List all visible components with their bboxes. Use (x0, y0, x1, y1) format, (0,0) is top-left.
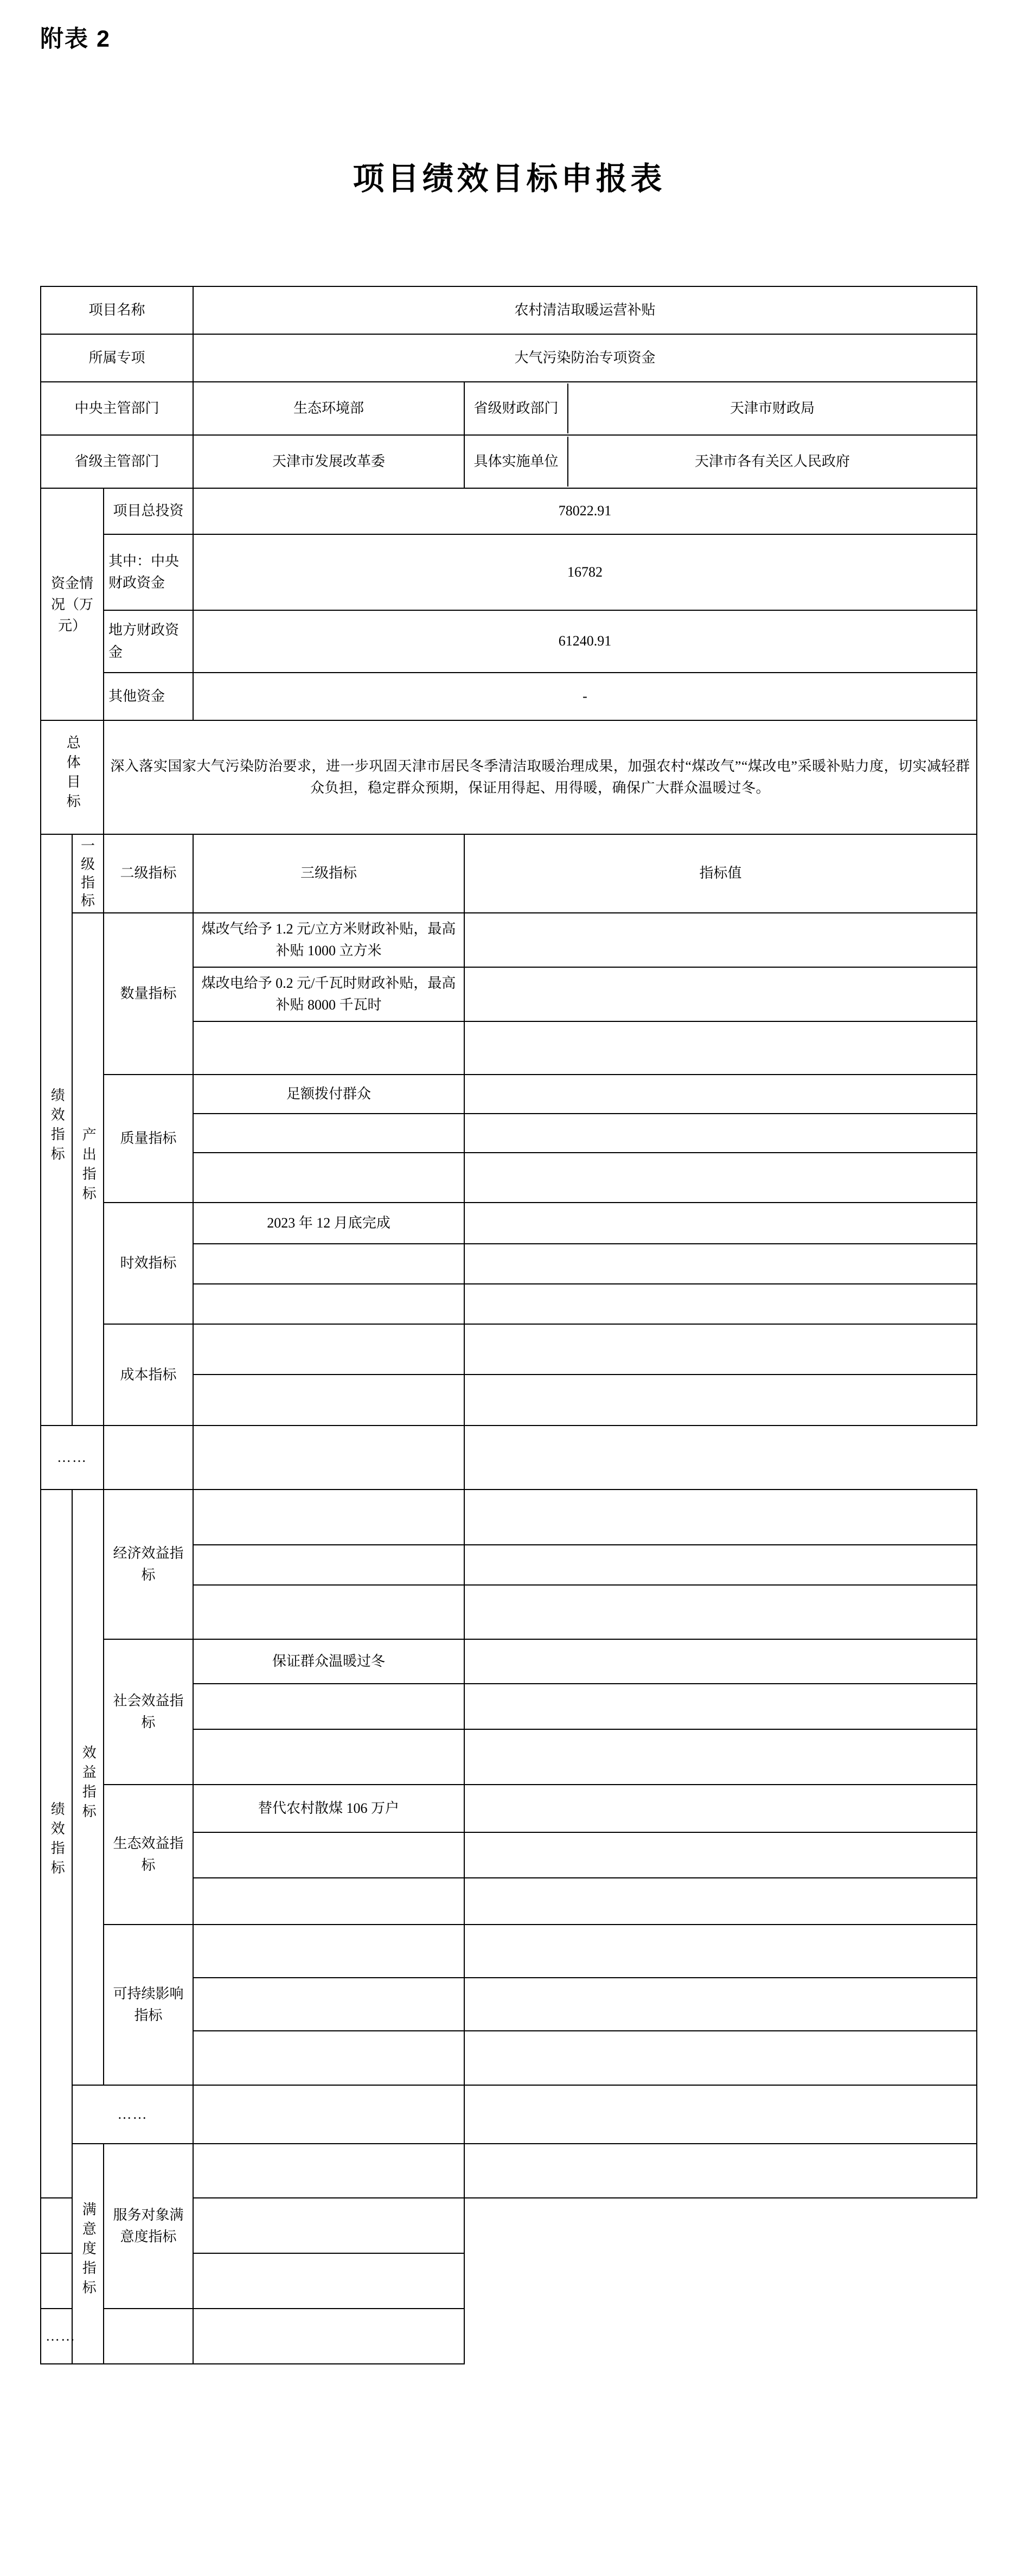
indicator-header-level3: 三级指标 (193, 834, 464, 913)
page-title: 项目绩效目标申报表 (353, 161, 665, 196)
benefit-group-label-0: 经济效益指标 (104, 1490, 193, 1639)
benefit-value-0-2 (464, 1585, 977, 1639)
output-value-0-2 (464, 1021, 977, 1075)
table-row-provincial-authority (41, 435, 977, 488)
output-level3-0-1: 煤改电给予 0.2 元/千瓦时财政补贴，最高补贴 8000 千瓦时 (193, 967, 464, 1021)
overall-goal-text: 深入落实国家大气污染防治要求，进一步巩固天津市居民冬季清洁取暖治理成果，加强农村“煤改气”“煤改电”采暖补贴力度，切实减轻群众负担，稳定群众预期，保证用得起、用得暖，确保广大群众温暖过冬。 (104, 720, 977, 834)
benefit-group-label-3: 可持续影响指标 (104, 1925, 193, 2085)
output-level3-2-2 (193, 1284, 464, 1324)
benefit-level3-2-0: 替代农村散煤 106 万户 (193, 1785, 464, 1832)
benefit-value-2-2 (464, 1878, 977, 1925)
table-row-output-cost-0 (41, 1324, 977, 1375)
funding-row-value-0: 78022.91 (193, 488, 977, 534)
performance-goal-form (40, 286, 977, 2364)
implementing-unit-group (464, 435, 977, 488)
table-row-funding-central (41, 534, 977, 610)
table-row-output-quantity-0 (41, 913, 977, 967)
output-group-label-2: 时效指标 (104, 1203, 193, 1324)
table-row-funding-local (41, 610, 977, 673)
benefit-value-3-0 (464, 1925, 977, 1978)
benefit-level3-2-1 (193, 1832, 464, 1878)
benefit-value-3-2 (464, 2031, 977, 2085)
table-row-special-program (41, 334, 977, 382)
output-level3-2-1 (193, 1244, 464, 1284)
table-row-output-timeliness-0 (41, 1203, 977, 1244)
satisfaction-level3-0-1 (41, 2198, 72, 2253)
table-row-indicator-header (41, 834, 977, 913)
output-level3-1-1 (193, 1114, 464, 1153)
satisfaction-value-0-2 (193, 2253, 464, 2309)
satisfaction-level3-0-2 (41, 2253, 72, 2309)
indicator-header-level1: 一级指标 (72, 834, 104, 913)
benefit-value-0-1 (464, 1545, 977, 1585)
output-level3-0-2 (193, 1021, 464, 1075)
benefit-group-label-2: 生态效益指标 (104, 1785, 193, 1925)
indicator-header-level2: 二级指标 (104, 834, 193, 913)
attachment-label: 附表 2 (40, 26, 111, 52)
table-row-satisfaction-0 (41, 2144, 977, 2198)
satisfaction-section-level1-label: 满意度指标 (72, 2144, 104, 2364)
benefit-level3-1-2 (193, 1729, 464, 1785)
satisfaction-value-0-1 (193, 2198, 464, 2253)
benefit-level3-0-1 (193, 1545, 464, 1585)
implementing-unit-label: 具体实施单位 (465, 437, 568, 487)
table-row-benefit-sustainable-0 (41, 1925, 977, 1978)
central-authority-right-group (464, 382, 977, 435)
provincial-finance-label: 省级财政部门 (465, 383, 568, 433)
benefit-group-label-1: 社会效益指标 (104, 1639, 193, 1785)
output-group-label-0: 数量指标 (104, 913, 193, 1075)
output-value-2-2 (464, 1284, 977, 1324)
output-ellipsis-level3 (104, 1426, 193, 1490)
table-row-project-name (41, 286, 977, 334)
benefit-section-level1-label: 效益指标 (72, 1490, 104, 2085)
special-program-value: 大气污染防治专项资金 (193, 334, 977, 382)
benefit-level3-3-2 (193, 2031, 464, 2085)
central-authority-label: 中央主管部门 (41, 382, 193, 435)
table-row-overall-goal (41, 720, 977, 834)
benefit-level3-3-1 (193, 1978, 464, 2031)
table-row-funding-other (41, 673, 977, 720)
table-row-central-authority (41, 382, 977, 435)
output-value-2-0 (464, 1203, 977, 1244)
satisfaction-level3-0-0 (193, 2144, 464, 2198)
output-value-3-1 (464, 1375, 977, 1426)
benefit-value-1-0 (464, 1639, 977, 1684)
output-section-level1-label: 产出指标 (72, 913, 104, 1426)
funding-row-label-0: 项目总投资 (104, 488, 193, 534)
table-row-benefit-economic-0 (41, 1490, 977, 1545)
output-level3-0-0: 煤改气给予 1.2 元/立方米财政补贴，最高补贴 1000 立方米 (193, 913, 464, 967)
provincial-authority-value: 天津市发展改革委 (193, 435, 464, 488)
output-value-0-1 (464, 967, 977, 1021)
provincial-authority-label: 省级主管部门 (41, 435, 193, 488)
central-authority-value: 生态环境部 (193, 382, 464, 435)
project-name-label: 项目名称 (41, 286, 193, 334)
satisfaction-ellipsis-value (193, 2309, 464, 2364)
funding-section-label: 资金情况（万元） (41, 488, 104, 720)
output-level3-3-1 (193, 1375, 464, 1426)
provincial-finance-value: 天津市财政局 (568, 383, 976, 433)
table-row-funding-total (41, 488, 977, 534)
benefit-value-2-0 (464, 1785, 977, 1832)
benefit-value-1-1 (464, 1684, 977, 1729)
table-row-satisfaction-ellipsis (41, 2309, 977, 2364)
benefit-value-2-1 (464, 1832, 977, 1878)
output-value-0-0 (464, 913, 977, 967)
funding-row-label-2: 地方财政资金 (104, 610, 193, 673)
benefit-value-0-0 (464, 1490, 977, 1545)
indicator-header-value: 指标值 (464, 834, 977, 913)
output-group-label-1: 质量指标 (104, 1075, 193, 1203)
benefit-level3-2-2 (193, 1878, 464, 1925)
output-level3-2-0: 2023 年 12 月底完成 (193, 1203, 464, 1244)
table-row-output-quality-0 (41, 1075, 977, 1114)
funding-row-value-1: 16782 (193, 534, 977, 610)
output-ellipsis-label: …… (41, 1426, 104, 1490)
funding-row-value-2: 61240.91 (193, 610, 977, 673)
output-value-3-0 (464, 1324, 977, 1375)
overall-goal-label: 总体目标 (41, 720, 104, 834)
benefit-level3-0-0 (193, 1490, 464, 1545)
output-ellipsis-value (193, 1426, 464, 1490)
satisfaction-ellipsis-label: …… (41, 2309, 72, 2364)
funding-row-value-3: - (193, 673, 977, 720)
output-value-1-2 (464, 1153, 977, 1203)
funding-row-label-3: 其他资金 (104, 673, 193, 720)
benefit-level3-3-0 (193, 1925, 464, 1978)
satisfaction-ellipsis-level3 (104, 2309, 193, 2364)
benefit-value-1-2 (464, 1729, 977, 1785)
satisfaction-group-label-0: 服务对象满意度指标 (104, 2144, 193, 2309)
performance-indicator-label-output: 绩效指标 (41, 834, 72, 1426)
table-row-output-ellipsis (41, 1426, 977, 1490)
implementing-unit-value: 天津市各有关区人民政府 (568, 437, 976, 487)
funding-row-label-1: 其中：中央财政资金 (104, 534, 193, 610)
benefit-level3-0-2 (193, 1585, 464, 1639)
output-level3-1-2 (193, 1153, 464, 1203)
benefit-level3-1-0: 保证群众温暖过冬 (193, 1639, 464, 1684)
benefit-ellipsis-label: …… (72, 2085, 193, 2144)
special-program-label: 所属专项 (41, 334, 193, 382)
output-level3-3-0 (193, 1324, 464, 1375)
output-group-label-3: 成本指标 (104, 1324, 193, 1426)
output-level3-1-0: 足额拨付群众 (193, 1075, 464, 1114)
table-row-benefit-social-0 (41, 1639, 977, 1684)
benefit-ellipsis-level3 (193, 2085, 464, 2144)
benefit-ellipsis-value (464, 2085, 977, 2144)
output-value-2-1 (464, 1244, 977, 1284)
project-name-value: 农村清洁取暖运营补贴 (193, 286, 977, 334)
benefit-value-3-1 (464, 1978, 977, 2031)
output-value-1-0 (464, 1075, 977, 1114)
output-value-1-1 (464, 1114, 977, 1153)
benefit-level3-1-1 (193, 1684, 464, 1729)
performance-indicator-label-benefit: 绩效指标 (41, 1490, 72, 2198)
satisfaction-value-0-0 (464, 2144, 977, 2198)
table-row-benefit-ellipsis (41, 2085, 977, 2144)
table-row-benefit-ecological-0 (41, 1785, 977, 1832)
